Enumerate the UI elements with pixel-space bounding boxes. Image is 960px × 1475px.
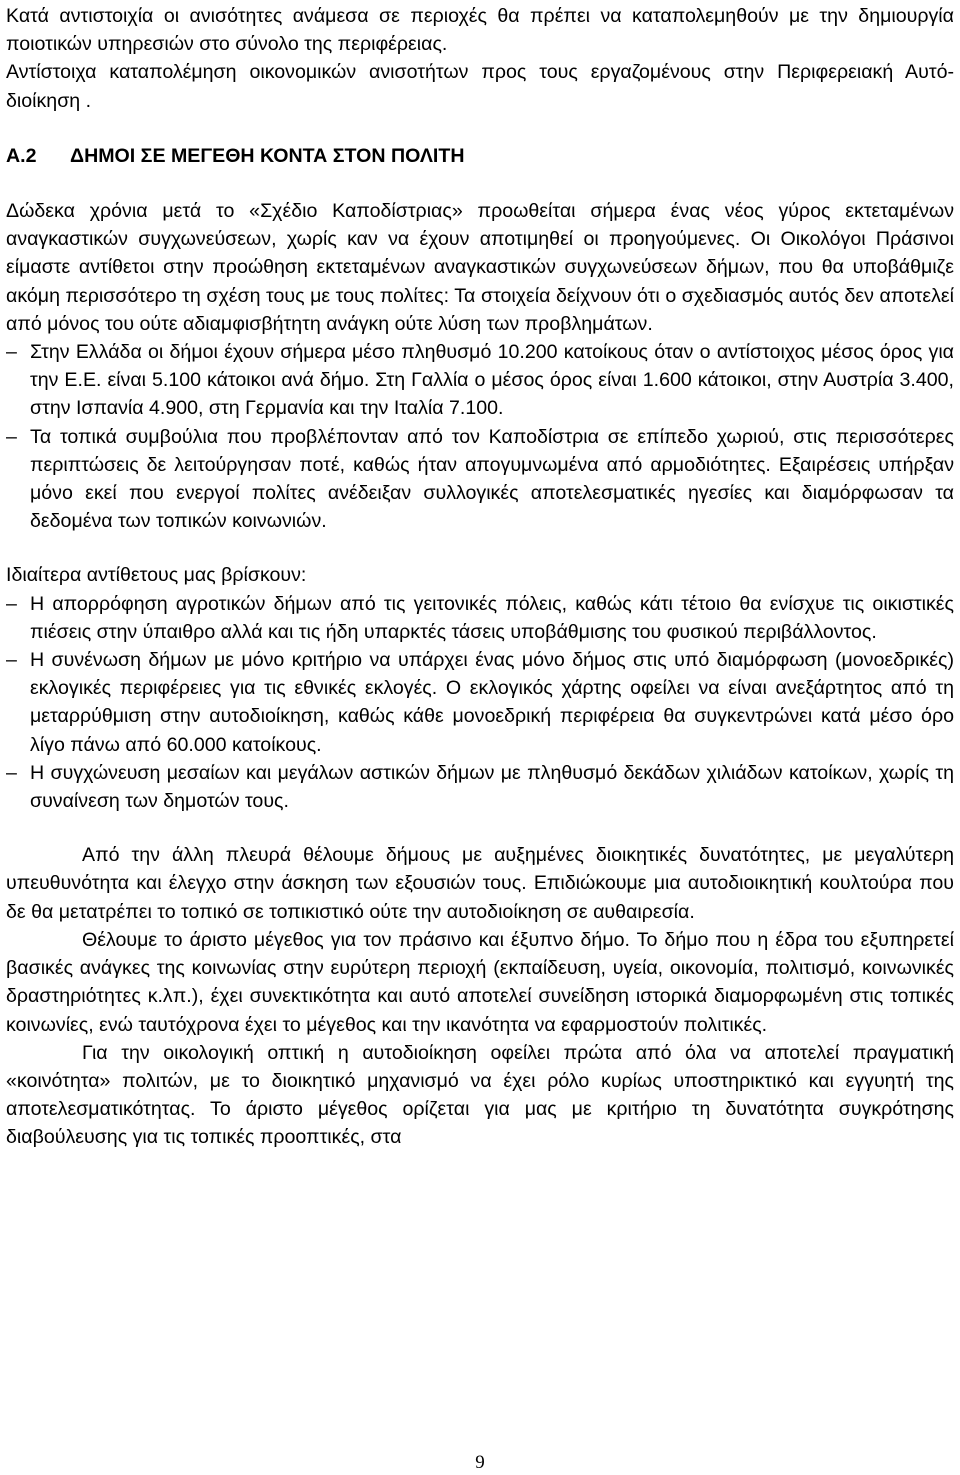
page-number: 9: [475, 1452, 485, 1473]
list-item: [6, 338, 954, 423]
list-item: [6, 759, 954, 815]
body-paragraph-3: Θέλουμε το άριστο μέγεθος για τον πράσινο και έξυπνο δήμο. Το δήμο που η έδρα του εξυπηρετεί βασικές ανάγκες της κοινωνίας στην ευρύτερη περιοχή (εκπαίδευση, υγεία, οικονομία, πολιτισμό, κοινωνικές δραστηριότητες κ.λπ.), έχει συνεκτικότητα και αυτό αποτελεί συνείδηση ιστορικά διαμορφωμένη στις τοπικές κοινωνίες, ενώ ταυτόχρονα έχει το μέγεθος και την ικανότητα να εφαρμοστούν πολιτικές.: [6, 928, 954, 1036]
section-title: ΔΗΜΟΙ ΣΕ ΜΕΓΕΘΗ ΚΟΝΤΑ ΣΤΟΝ ΠΟΛΙΤΗ: [70, 144, 465, 167]
list-item: [6, 646, 954, 759]
list-item: [6, 423, 954, 536]
intro-line-1: Κατά αντιστοιχία οι ανισότητες ανάμεσα σε περιοχές θα πρέπει να καταπολεμηθούν με την δημιουργία ποιοτικών υπηρεσιών στο σύνολο της περιφέρειας.: [6, 5, 954, 56]
list-item: [6, 590, 954, 646]
list-intro: Ιδιαίτερα αντίθετους μας βρίσκουν:: [6, 564, 307, 587]
intro-line-2: Αντίστοιχα καταπολέμηση οικονομικών ανισοτήτων προς τους εργαζομένους στην Περιφερειακή Αυτό-διοίκηση .: [6, 61, 954, 112]
list-item-text: Τα τοπικά συμβούλια που προβλέπονταν από τον Καποδίστρια σε επίπεδο χωριού, στις περισσότερες περιπτώσεις δε λειτούργησαν ποτέ, καθώς ήταν απογυμνωμένα από αρμοδιότητες. Εξαιρέσεις υπήρξαν μόνο εκεί που ενεργοί πολίτες ανέδειξαν συλλογικές αποτελεσματικές ηγεσίες και διαμόρφωσαν τα δεδομένα των τοπικών κοινωνιών.: [30, 425, 954, 533]
section-heading: [6, 142, 954, 170]
intro-paragraph: [6, 2, 954, 115]
list-item-text: Η συνένωση δήμων με μόνο κριτήριο να υπάρχει ένας μόνο δήμος στις υπό διαμόρφωση (μονοεδρικές) εκλογικές περιφέρειες για τις εθνικές εκλογές. Ο εκλογικός χάρτης οφείλει να είναι ανεξάρτητος από τη μεταρρύθμιση στην αυτοδιοίκηση, καθώς κάθε μονοεδρική περιφέρεια θα συγκεντρώνει κατά μέσο όρο λίγο πάνω από 60.000 κατοίκους.: [30, 649, 954, 756]
bullet-list-2: [6, 590, 954, 816]
dash-bullet-icon: –: [6, 592, 17, 615]
list-item-text: Η απορρόφηση αγροτικών δήμων από τις γειτονικές πόλεις, καθώς κάτι τέτοιο θα ενίσχυε τις οικιστικές πιέσεις στην ύπαιθρο αλλά και τις ήδη υπαρκτές τάσεις υποβάθμισης του φυσικού περιβάλλοντος.: [30, 592, 954, 643]
list-item-text: Στην Ελλάδα οι δήμοι έχουν σήμερα μέσο πληθυσμό 10.200 κατοίκους όταν ο αντίστοιχος μέσος όρος για την Ε.Ε. είναι 5.100 κάτοικοι ανά δήμο. Στη Γαλλία ο μέσος όρος είναι 1.600 κάτοικοι, στην Αυστρία 3.400, στην Ισπανία 4.900, στη Γερμανία και την Ιταλία 7.100.: [30, 341, 954, 420]
dash-bullet-icon: –: [6, 341, 17, 364]
body-paragraph-1: Δώδεκα χρόνια μετά το «Σχέδιο Καποδίστριας» προωθείται σήμερα ένας νέος γύρος εκτεταμένων αναγκαστικών συγχωνεύσεων, χωρίς καν να έχουν αποτιμηθεί οι προηγούμενες. Οι Οικολόγοι Πράσινοι είμαστε αντίθετοι στην προώθηση εκτεταμένων αναγκαστικών συγχωνεύσεων δήμων, που θα υποβάθμιζε ακόμη περισσότερο τη σχέση τους με τους πολίτες: Τα στοιχεία δείχνουν ότι ο σχεδιασμός αυτός δεν αποτελεί από μόνος του ούτε αδιαμφισβήτητη ανάγκη ούτε λύση των προβλημάτων.: [6, 200, 954, 335]
section-number: Α.2: [6, 144, 37, 167]
body-paragraph-4: Για την οικολογική οπτική η αυτοδιοίκηση οφείλει πρώτα από όλα να αποτελεί πραγματική «κοινότητα» πολιτών, με το διοικητικό μηχανισμό να έχει ρόλο κυρίως υποστηρικτικό και εγγυητή της αποτελεσματικότητας. Το άριστο μέγεθος ορίζεται για μας με κριτήριο τη δυνατότητα συγκρότησης διαβούλευσης για τις τοπικές προοπτικές, στα: [6, 1041, 954, 1149]
list-item-text: Η συγχώνευση μεσαίων και μεγάλων αστικών δήμων με πληθυσμό δεκάδων χιλιάδων κατοίκων, χωρίς τη συναίνεση των δημοτών τους.: [30, 761, 954, 813]
dash-bullet-icon: –: [6, 761, 17, 784]
dash-bullet-icon: –: [6, 649, 17, 672]
dash-bullet-icon: –: [6, 425, 17, 448]
bullet-list-1: [6, 338, 954, 535]
body-paragraph-2: Από την άλλη πλευρά θέλουμε δήμους με αυξημένες διοικητικές δυνατότητες, με μεγαλύτερη υπευθυνότητα και έλεγχο στην άσκηση των εξουσιών τους. Επιδιώκουμε μια αυτοδιοικητική κουλτούρα που δε θα μετατρέπει το τοπικό σε τοπικιστικό ούτε την αυτοδιοίκηση σε αυθαιρεσία.: [6, 844, 954, 923]
